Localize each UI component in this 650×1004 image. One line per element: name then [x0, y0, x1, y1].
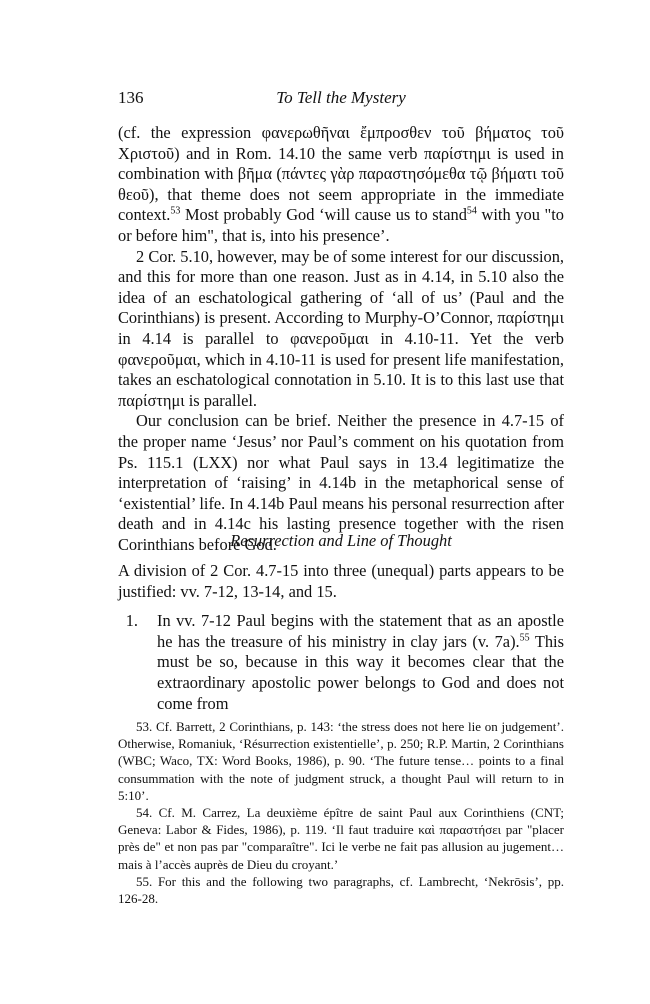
footnote-ref-53: 53	[170, 205, 181, 217]
section-body	[118, 561, 564, 714]
paragraph-continuation	[118, 123, 564, 247]
footnote-54: 54. Cf. M. Carrez, La deuxième épître de saint Paul aux Corinthiens (CNT; Geneva: Labor & Fides, 1986), p. 119. ‘Il faut traduire καὶ παραστήσει par "placer près de" et non pas par "comparaître". Ici le verbe ne fait pas allusion au jugement…mais à l’accès auprès de Dieu du croyant.’	[118, 805, 564, 872]
main-text	[118, 123, 564, 555]
paragraph-text: with you "to or before him", that is, into his presence’.	[118, 205, 564, 245]
list-item-text: In vv. 7-12 Paul begins with the statement that as an apostle he has the treasure of his ministry in clay jars (v. 7a).	[157, 611, 564, 651]
section-intro: A division of 2 Cor. 4.7-15 into three (unequal) parts appears to be justified: vv. 7-12, 13-14, and 15.	[118, 561, 564, 601]
running-title: To Tell the Mystery	[276, 88, 406, 107]
list-item	[118, 611, 564, 714]
list-item-text: This must be so, because in this way it becomes clear that the extraordinary apostolic power belongs to God and does not come from	[157, 631, 564, 713]
paragraph: Our conclusion can be brief. Neither the presence in 4.7-15 of the proper name ‘Jesus’ nor Paul’s comment on his quotation from Ps. 115.1 (LXX) nor what Paul says in 13.4 legitimatize the interpretation of ‘raising’ in 4.14b in the metaphorical sense of ‘existential’ life. In 4.14b Paul means his personal resurrection after death and in 4.14c his lasting presence together with the risen Corinthians before God.	[118, 411, 564, 554]
page-number: 136	[118, 88, 144, 107]
footnotes	[118, 718, 564, 907]
footnote-53: 53. Cf. Barrett, 2 Corinthians, p. 143: ‘the stress does not here lie on judgement’. Otherwise, Romaniuk, ‘Résurrection existentielle’, p. 250; R.P. Martin, 2 Corinthians (WBC; Waco, TX: Word Books, 1986), p. 90. ‘The future tense… points to a final consummation with the note of judgment struck, a thought Paul will return to in 5:10’.	[118, 719, 564, 803]
paragraph-text: Most probably God ‘will cause us to stand	[180, 205, 467, 225]
paragraph: 2 Cor. 5.10, however, may be of some interest for our discussion, and this for more than one reason. Just as in 4.14, in 5.10 also the idea of an eschatological gathering of ‘all of us’ (Paul and the Corinthians) is present. According to Murphy-O’Connor, παρίστημι in 4.14 is parallel to φανεροῦμαι in 4.10-11. Yet the verb φανεροῦμαι, which in 4.10-11 is used for present life manifestation, takes an eschatological connotation in 5.10. It is to this last use that παρίστημι is parallel.	[118, 246, 564, 410]
section-heading: Resurrection and Line of Thought	[230, 531, 452, 550]
page-header	[118, 88, 564, 112]
footnote-55: 55. For this and the following two paragraphs, cf. Lambrecht, ‘Nekrōsis’, pp. 126-28.	[118, 873, 564, 907]
paragraph-text: (cf. the expression φανερωθῆναι ἔμπροσθεν τοῦ βήματος τοῦ Χριστοῦ) and in Rom. 14.10 the same verb παρίστημι is used in combination with βῆμα (πάντες γὰρ παραστησόμεθα τῷ βήματι τοῦ θεοῦ), that theme does not seem appropriate in the immediate context.	[118, 123, 564, 225]
footnote-ref-54: 54	[466, 205, 477, 217]
footnote-ref-55: 55	[519, 632, 530, 644]
list-item-number: 1.	[125, 611, 138, 631]
